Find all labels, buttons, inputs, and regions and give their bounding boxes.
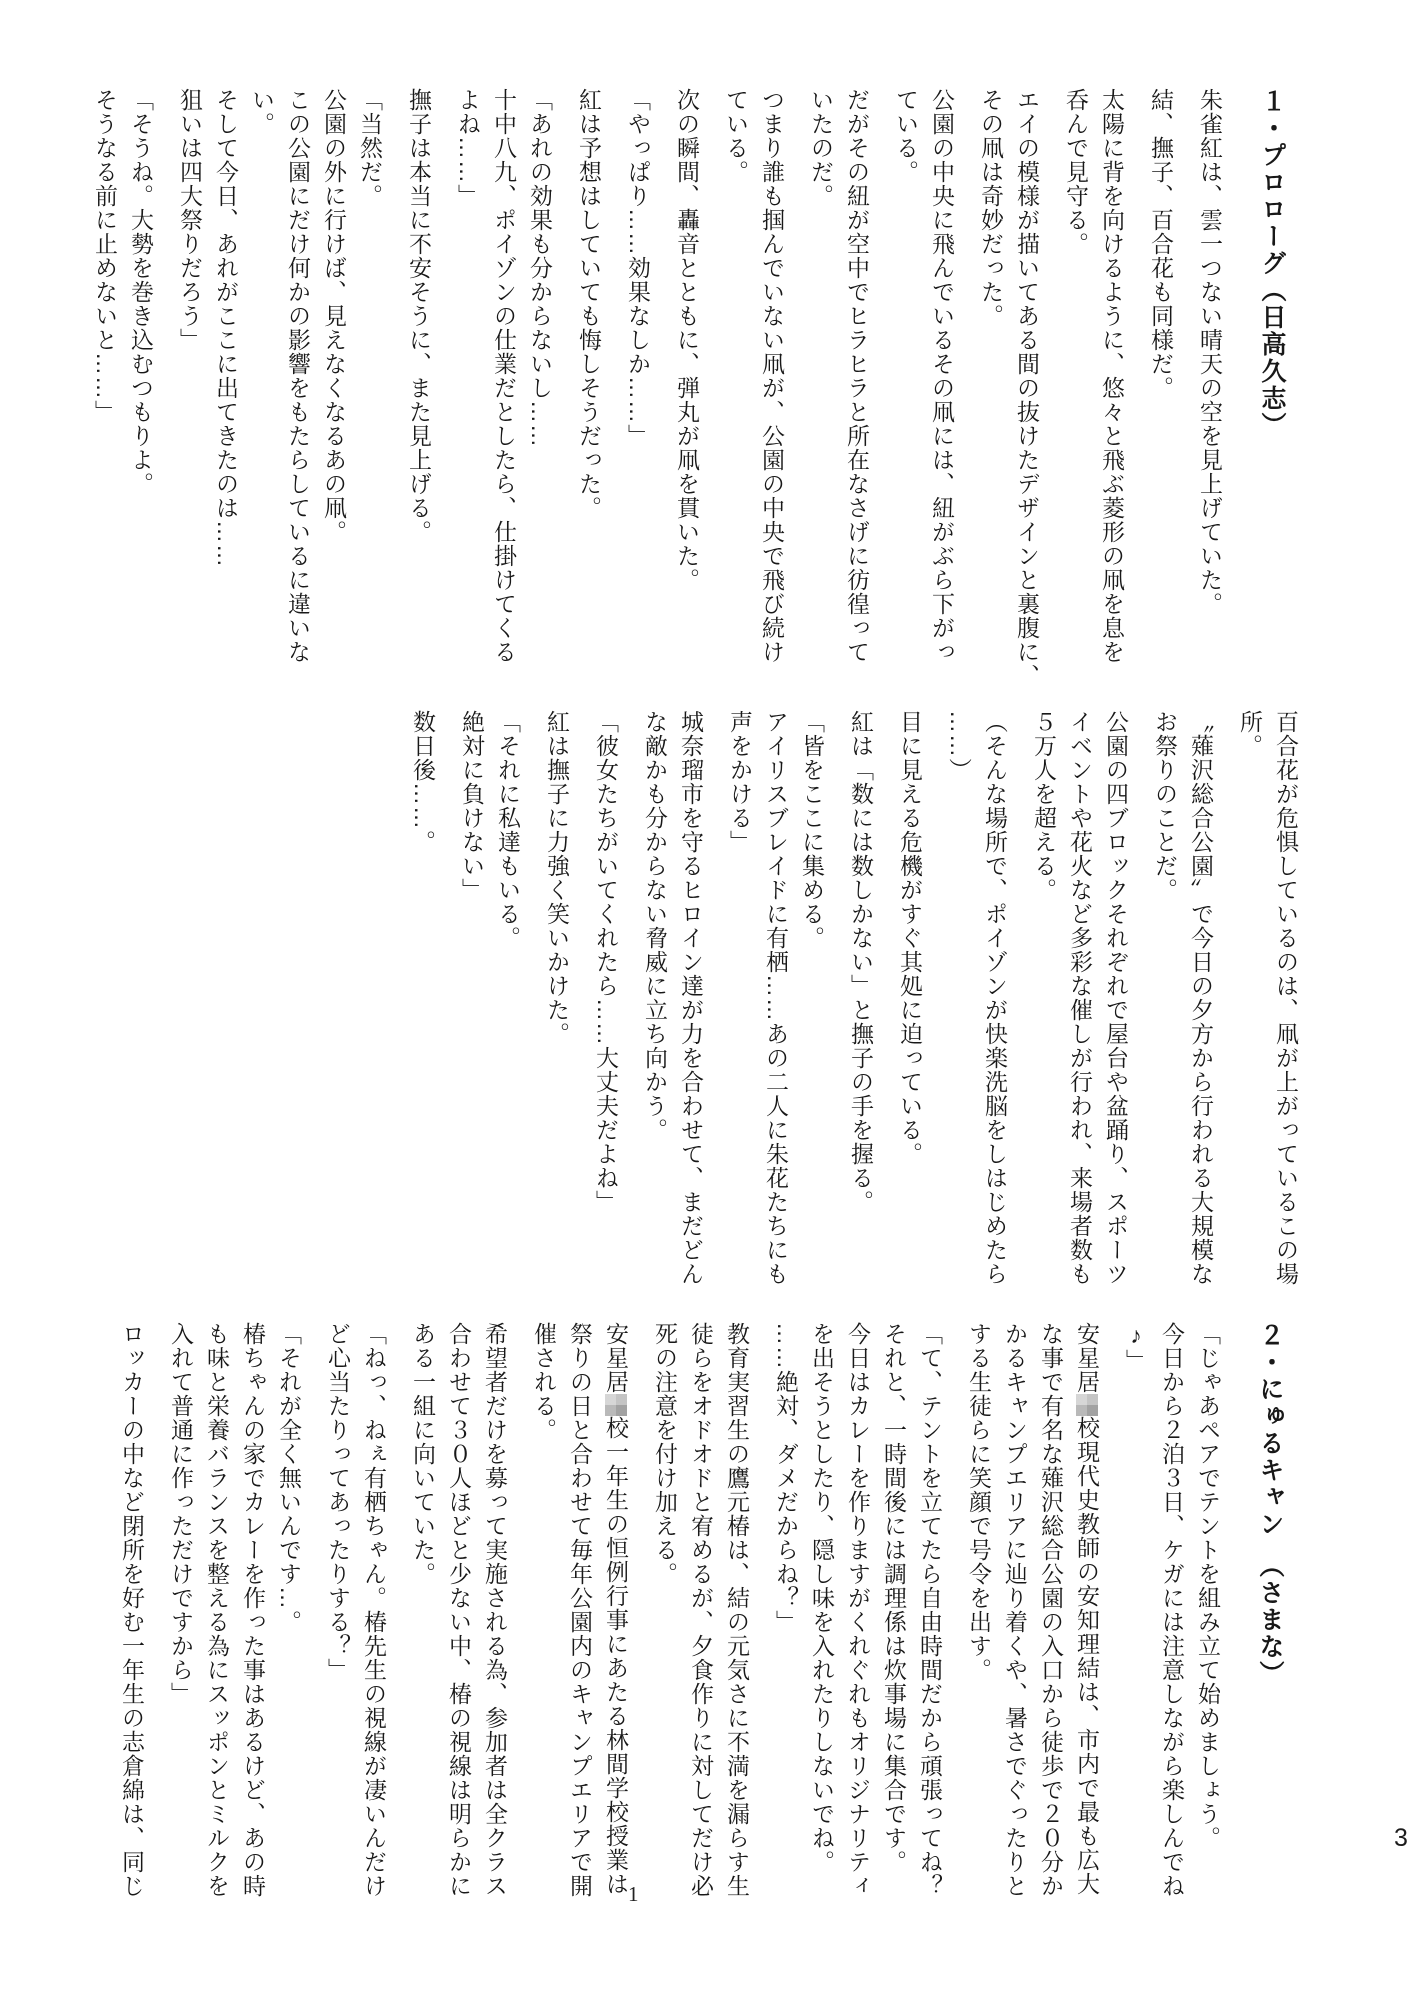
text-line: （そんな場所で、ポイゾンが快楽洗脳をしはじめたら: [982, 710, 1008, 1286]
censor-box: [1076, 1394, 1098, 1416]
text-line: 撫子は本当に不安そうに、また見上げる。: [406, 88, 432, 544]
text-line: 祭りの日と合わせて毎年公園内のキャンプエリアで開: [567, 1322, 593, 1898]
text-line: 徒らをオドオドと宥めるが、夕食作りに対してだけ必: [688, 1322, 714, 1898]
text-line: だがその紐が空中でヒラヒラと所在なさげに彷徨って: [844, 88, 870, 664]
text-line: も味と栄養バランスを整える為にスッポンとミルクを: [204, 1322, 230, 1898]
text-line: その凧は奇妙だった。: [978, 88, 1004, 328]
section-title: １・プロローグ（日高久志）: [1258, 88, 1286, 439]
text-line: お祭りのことだ。: [1152, 710, 1178, 902]
text-line: この公園にだけ何かの影響をもたらしているに違いな: [285, 88, 311, 664]
section-prologue-continued-band: [405, 710, 1304, 1350]
page-number-book: 3: [1394, 1824, 1408, 1852]
text-line: 紅は「数には数しかない」と撫子の手を握る。: [848, 710, 874, 1214]
text-line: つまり誰も掴んでいない凧が、公園の中央で飛び続け: [759, 88, 785, 664]
text-line: ている。: [723, 88, 749, 184]
text-line: 「そうね。大勢を巻き込むつもりよ。: [128, 88, 154, 496]
text-line: いたのだ。: [808, 88, 834, 208]
text-line: 所。: [1237, 710, 1263, 758]
text-line: 安星居校現代史教師の安知理結は、市内で最も広大: [1074, 1322, 1100, 1896]
text-line: 「じゃあペアでテントを組み立て始めましょう。: [1195, 1322, 1221, 1850]
text-line: 催される。: [531, 1322, 557, 1442]
text-line: 〝薙沢総合公園〞で今日の夕方から行われる大規模な: [1188, 710, 1214, 1286]
text-line: ……）: [946, 710, 972, 782]
text-line: 百合花が危惧しているのは、凧が上がっているこの場: [1273, 710, 1299, 1286]
text-line: 次の瞬間、轟音とともに、弾丸が凧を貫いた。: [674, 88, 700, 592]
text-line: 死の注意を付け加える。: [652, 1322, 678, 1586]
text-line: 十中八九、ポイゾンの仕業だとしたら、仕掛けてくる: [491, 88, 517, 664]
text-line: い。: [249, 88, 275, 136]
text-line: 数日後……。: [410, 710, 436, 854]
text-line: 合わせて３０人ほどと少ない中、椿の視線は明らかに: [446, 1322, 472, 1898]
text-line: ロッカーの中など閉所を好む一年生の志倉綿は、同じ: [119, 1322, 145, 1898]
text-line: な事で有名な薙沢総合公園の入口から徒歩で２０分か: [1038, 1322, 1064, 1898]
text-line: 呑んで見守る。: [1063, 88, 1089, 256]
text-line: 公園の四ブロックそれぞれで屋台や盆踊り、スポーツ: [1103, 710, 1129, 1286]
text-line: 「当然だ。: [357, 88, 383, 208]
text-line: 安星居校一年生の恒例行事にあたる林間学校授業は: [603, 1322, 629, 1896]
text-line: イベントや花火など多彩な催しが行われ、来場者数も: [1067, 710, 1093, 1286]
text-line: 「あれの効果も分からないし……: [527, 88, 553, 448]
text-line: 太陽に背を向けるように、悠々と飛ぶ菱形の凧を息を: [1099, 88, 1125, 664]
text-line: 教育実習生の鷹元椿は、結の元気さに不満を漏らす生: [724, 1322, 750, 1898]
text-line: 目に見える危機がすぐ其処に迫っている。: [897, 710, 923, 1166]
text-line: 城奈瑠市を守るヒロイン達が力を合わせて、まだどん: [678, 710, 704, 1286]
text-line: ５万人を超える。: [1031, 710, 1057, 902]
text-line: 声をかける」: [727, 710, 753, 854]
text-line: ……絶対、ダメだからね？」: [773, 1322, 799, 1634]
text-line: よね……」: [455, 88, 481, 208]
text-line: 朱雀紅は、雲一つない晴天の空を見上げていた。: [1197, 88, 1223, 616]
text-line: エイの模様が描いてある間の抜けたデザインと裏腹に、: [1014, 88, 1040, 688]
text-line: 公園の外に行けば、見えなくなるあの凧。: [321, 88, 347, 544]
text-line: 「皆をここに集める。: [799, 710, 825, 950]
censor-box: [605, 1394, 627, 1416]
section-title: ２・にゅるキャン （さまな）: [1256, 1322, 1284, 1688]
text-line: 結、撫子、百合花も同様だ。: [1148, 88, 1174, 400]
text-line: かるキャンプエリアに辿り着くや、暑さでぐったりと: [1002, 1322, 1028, 1898]
text-line: 「それが全く無いんです…。: [276, 1322, 302, 1634]
text-line: 今日はカレーを作りますがくれぐれもオリジナリティ: [845, 1322, 871, 1898]
text-line: そして今日、あれがここに出てきたのは……: [213, 88, 239, 568]
text-line: 今日から２泊３日、ケガには注意しながら楽しんでね: [1159, 1322, 1185, 1898]
page-number-document: 1: [628, 1882, 639, 1906]
text-line: 「やっぱり……効果なしか……」: [625, 88, 651, 448]
text-line: それと、一時間後には調理係は炊事場に集合です。: [881, 1322, 907, 1874]
text-line: 「ねっ、ねぇ有栖ちゃん。椿先生の視線が凄いんだけ: [361, 1322, 387, 1898]
text-line: ある一組に向いていた。: [410, 1322, 436, 1586]
text-line: 紅は撫子に力強く笑いかけた。: [544, 710, 570, 1046]
text-line: 「それに私達もいる。: [495, 710, 521, 950]
text-line: アイリスブレイドに有栖……あの二人に朱花たちにも: [763, 710, 789, 1286]
text-line: 「て、テントを立てたら自由時間だから頑張ってね？: [917, 1322, 943, 1898]
text-line: ♪」: [1123, 1322, 1149, 1373]
text-line: を出そうとしたり、隠し味を入れたりしないでね。: [809, 1322, 835, 1874]
text-line: 「彼女たちがいてくれたら……大丈夫だよね」: [593, 710, 619, 1214]
text-line: 絶対に負けない」: [459, 710, 485, 902]
text-line: 希望者だけを募って実施される為、参加者は全クラス: [482, 1322, 508, 1898]
text-line: ている。: [893, 88, 919, 184]
text-line: 椿ちゃんの家でカレーを作った事はあるけど、あの時: [240, 1322, 266, 1898]
section-nyuru-camp-band: [114, 1322, 1288, 1962]
text-line: 紅は予想はしていても悔しそうだった。: [576, 88, 602, 520]
text-line: そうなる前に止めないと……」: [92, 88, 118, 424]
text-line: 狙いは四大祭りだろう」: [177, 88, 203, 352]
text-line: な敵かも分からない脅威に立ち向かう。: [642, 710, 668, 1142]
text-line: する生徒らに笑顔で号令を出す。: [966, 1322, 992, 1682]
section-prologue-band: [87, 88, 1290, 728]
text-line: 公園の中央に飛んでいるその凧には、紐がぶら下がっ: [929, 88, 955, 664]
text-line: 入れて普通に作っただけですから」: [168, 1322, 194, 1706]
text-line: ど心当たりってあったりする？」: [325, 1322, 351, 1682]
